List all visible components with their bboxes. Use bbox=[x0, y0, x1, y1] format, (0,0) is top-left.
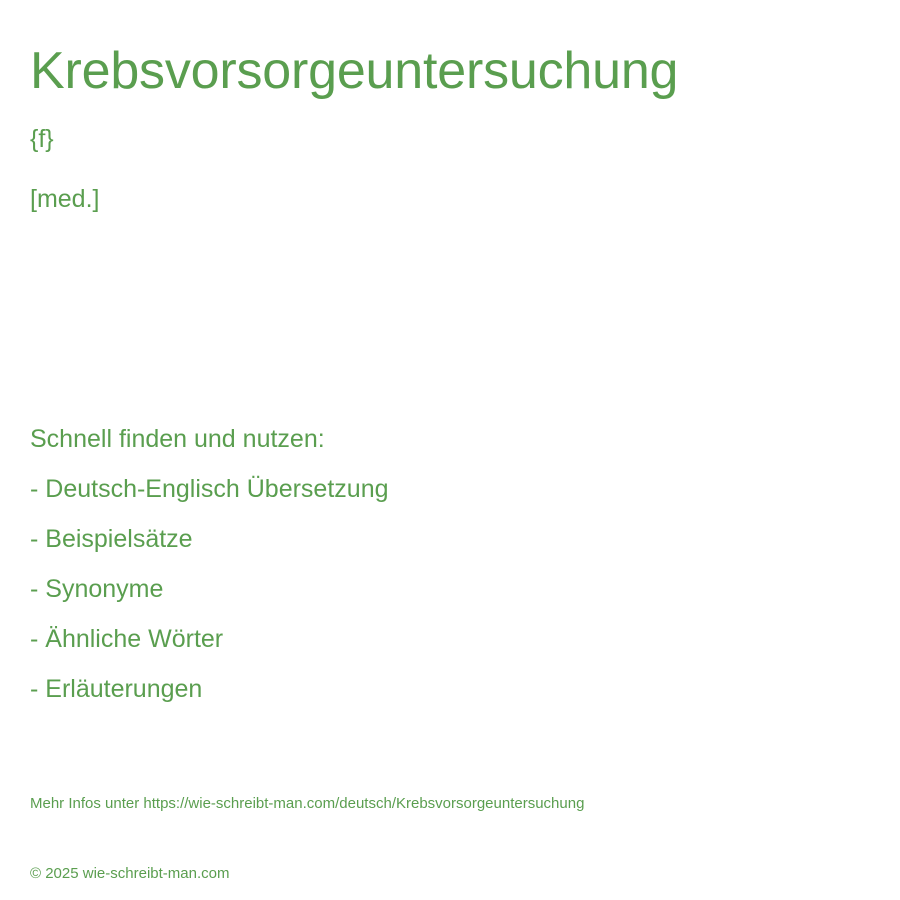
domain-label: [med.] bbox=[30, 185, 100, 213]
feature-item-synonyms: - Synonyme bbox=[30, 575, 164, 603]
feature-item-similar-words: - Ähnliche Wörter bbox=[30, 625, 224, 653]
copyright-text: © 2025 wie-schreibt-man.com bbox=[30, 865, 230, 882]
gender-label: {f} bbox=[30, 125, 54, 153]
entry-title: Krebsvorsorgeuntersuchung bbox=[30, 42, 679, 100]
features-heading: Schnell finden und nutzen: bbox=[30, 425, 325, 453]
feature-item-explanations: - Erläuterungen bbox=[30, 675, 203, 703]
feature-list bbox=[30, 474, 389, 724]
feature-item-example-sentences: - Beispielsätze bbox=[30, 525, 193, 553]
more-info-text: Mehr Infos unter https://wie-schreibt-man.com/deutsch/Krebsvorsorgeuntersuchung bbox=[30, 795, 585, 812]
feature-item-translation: - Deutsch-Englisch Übersetzung bbox=[30, 475, 389, 503]
